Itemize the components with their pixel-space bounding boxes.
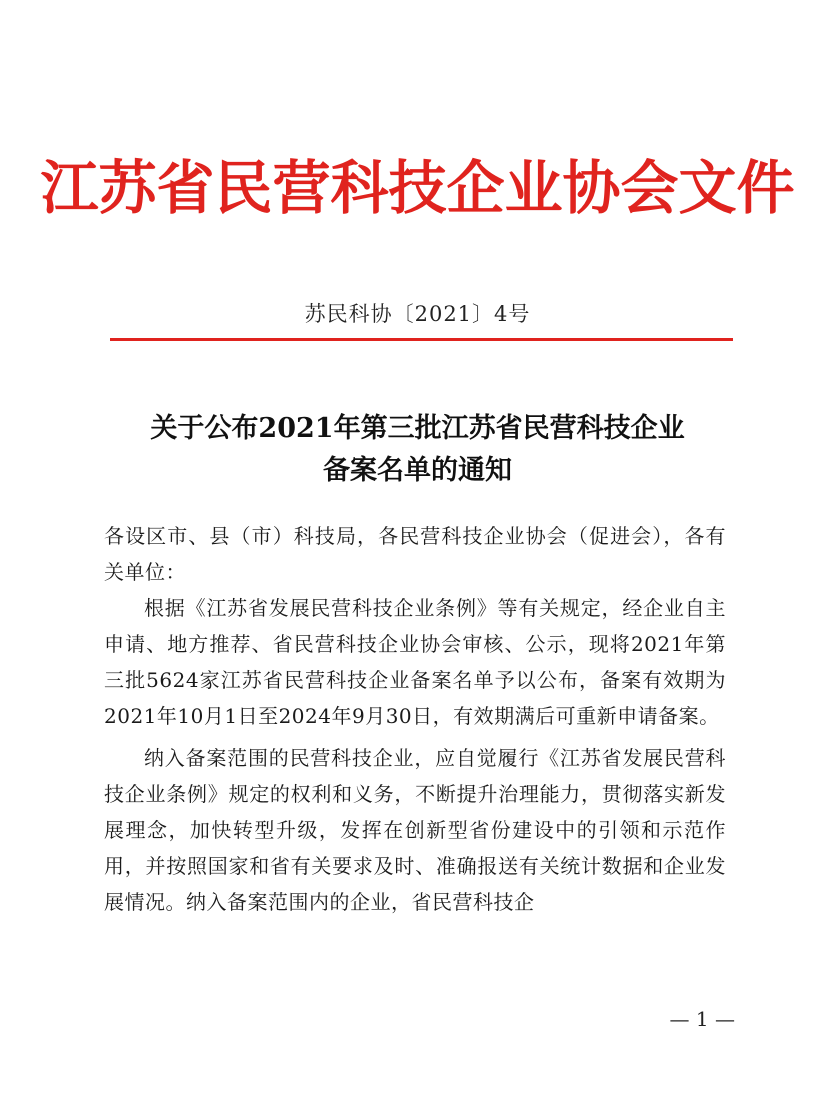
paragraph-2: 纳入备案范围的民营科技企业，应自觉履行《江苏省发展民营科技企业条例》规定的权利和义务，不断提升治理能力，贯彻落实新发展理念，加快转型升级，发挥在创新型省份建设中的引领和示范作用，并按照国家和省有关要求及时、准确报送有关统计数据和企业发展情况。纳入备案范围内的企业，省民营科技企 [104,746,726,914]
title-line-2: 备案名单的通知 [323,455,512,486]
salutation: 各设区市、县（市）科技局，各民营科技企业协会（促进会），各有关单位： [104,524,726,584]
document-masthead: 江苏省民营科技企业协会文件 [40,154,795,222]
paragraph-1: 根据《江苏省发展民营科技企业条例》等有关规定，经企业自主申请、地方推荐、省民营科技企业协会审核、公示，现将2021年第三批5624家江苏省民营科技企业备案名单予以公布，备案有效期为2021年10月1日至2024年9月30日，有效期满后可重新申请备案。 [104,596,726,728]
document-title [0,408,835,492]
page-number: — 1 — [669,1007,735,1031]
title-line-1: 关于公布2021年第三批江苏省民营科技企业 [150,413,685,444]
document-number: 苏民科协〔2021〕4号 [304,302,531,326]
red-separator-line [110,338,733,341]
document-body [104,518,726,920]
